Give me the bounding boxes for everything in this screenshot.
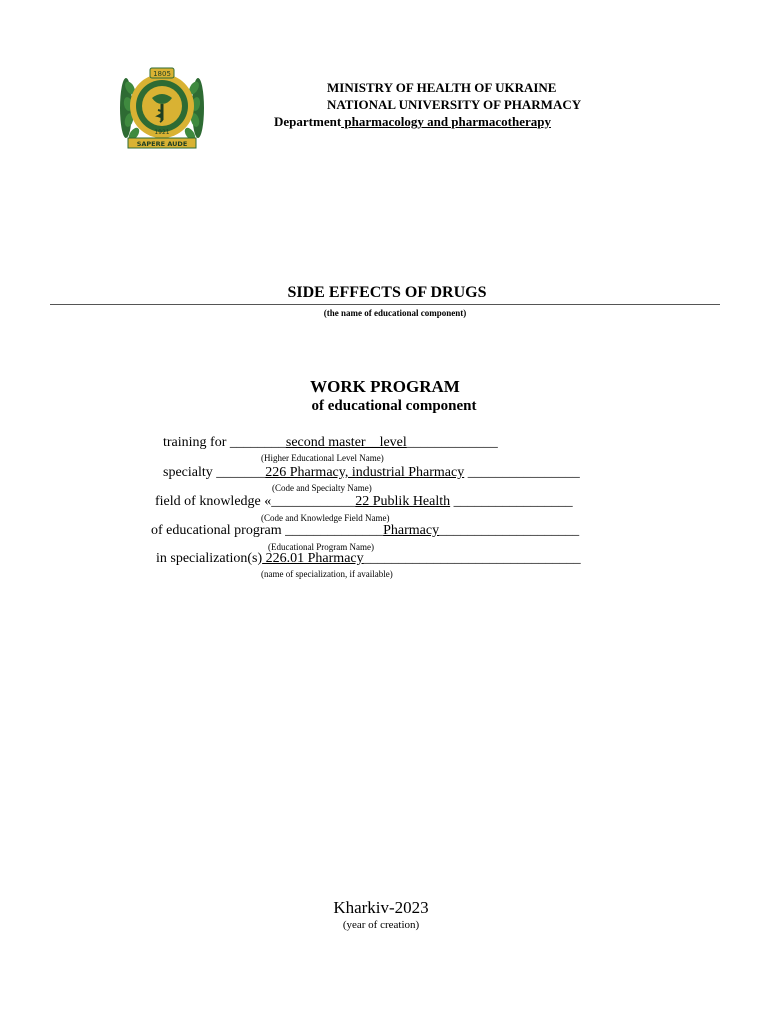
component-caption: (the name of educational component)	[323, 308, 467, 318]
year-caption: (year of creation)	[342, 919, 420, 931]
knowledge-blank-end: _________________	[450, 494, 573, 509]
specialization-caption: (name of specialization, if available)	[261, 569, 393, 579]
knowledge-row	[155, 494, 573, 510]
svg-text:1921: 1921	[154, 129, 170, 136]
specialty-blank: _______	[216, 465, 266, 480]
city-year: Kharkiv-2023	[333, 898, 429, 917]
ministry-title: MINISTRY OF HEALTH OF UKRAINE	[327, 80, 557, 95]
department-prefix: Department	[274, 114, 342, 129]
training-label: training for	[163, 435, 230, 450]
university-title: NATIONAL UNIVERSITY OF PHARMACY	[327, 97, 582, 112]
knowledge-blank: ____________	[271, 494, 356, 509]
training-row	[163, 435, 498, 451]
specialization-label: in specialization(s)	[156, 551, 263, 566]
program-title: WORK PROGRAM	[310, 377, 460, 396]
specialization-row	[156, 551, 581, 567]
program-blank-end: ____________________	[439, 523, 580, 538]
svg-text:1805: 1805	[153, 70, 171, 78]
training-blank-end: _____________	[406, 435, 498, 450]
knowledge-value: 22 Publik Health	[355, 494, 451, 509]
department-line	[274, 114, 551, 130]
program-label: of educational program	[151, 523, 286, 538]
component-name: SIDE EFFECTS OF DRUGS	[287, 284, 487, 301]
department-name: pharmacology and pharmacotherapy	[341, 114, 551, 129]
program-value: Pharmacy	[383, 523, 440, 538]
specialization-value: 226.01 Pharmacy	[262, 551, 364, 566]
specialty-row	[163, 465, 580, 481]
specialty-caption: (Code and Specialty Name)	[272, 483, 372, 493]
university-emblem-logo	[116, 64, 208, 152]
knowledge-caption: (Code and Knowledge Field Name)	[261, 513, 390, 523]
svg-text:SAPERE AUDE: SAPERE AUDE	[136, 140, 188, 148]
training-caption: (Higher Educational Level Name)	[261, 453, 384, 463]
specialization-blank-end: _______________________________	[363, 551, 581, 566]
specialty-label: specialty	[163, 465, 217, 480]
specialty-value: 226 Pharmacy, industrial Pharmacy	[265, 465, 465, 480]
title-underline-rule	[50, 304, 720, 305]
program-caption: (Educational Program Name)	[268, 542, 374, 552]
program-subtitle: of educational component	[311, 398, 477, 414]
specialty-blank-end: ________________	[464, 465, 580, 480]
training-value: second master__level	[285, 435, 407, 450]
knowledge-label: field of knowledge «	[155, 494, 272, 509]
training-blank: ________	[229, 435, 286, 450]
program-blank: ______________	[285, 523, 384, 538]
program-row	[151, 523, 579, 539]
